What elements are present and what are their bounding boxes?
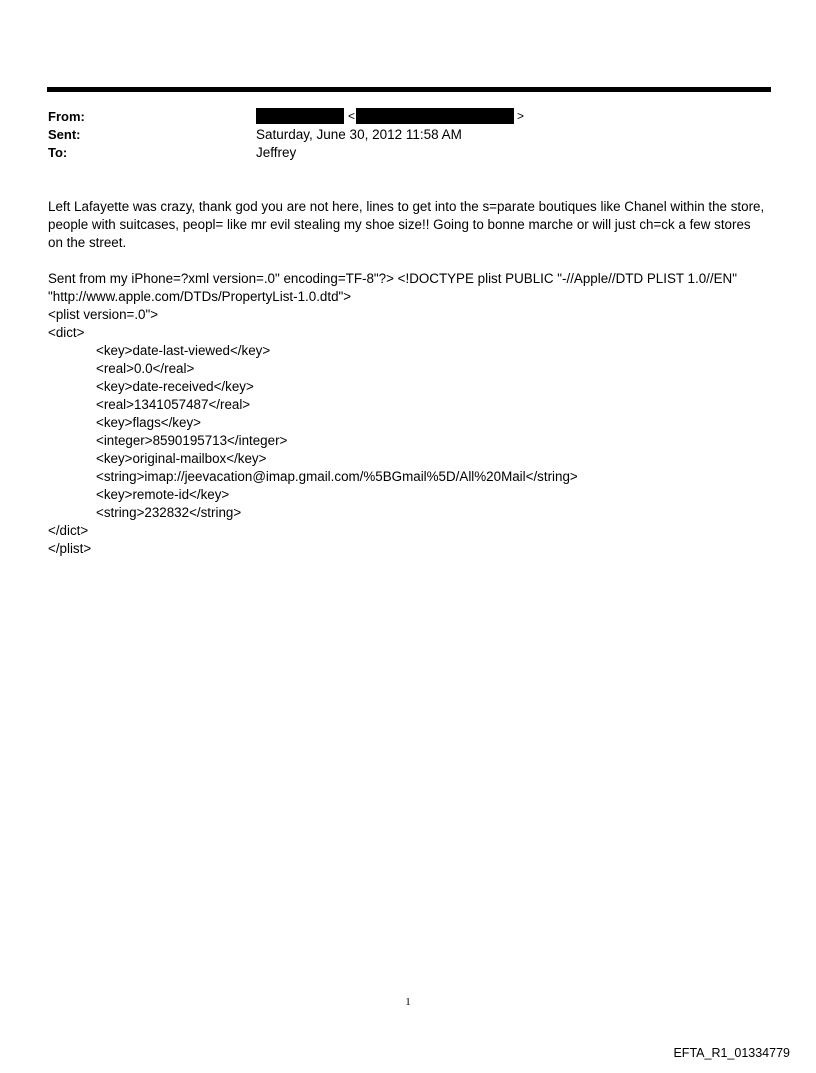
message-paragraph: Left Lafayette was crazy, thank god you are not here, lines to get into the s=parate boutiques like Chanel within the store, people with suitcases, peopl= like mr evil stealing my shoe size!! Going to bonne marche or will just ch=ck a few stores on the street. <box>48 199 765 250</box>
dict-close-line: </dict> <box>48 523 89 538</box>
sent-value: Saturday, June 30, 2012 11:58 AM <box>256 127 462 142</box>
to-value: Jeffrey <box>256 145 297 160</box>
redacted-sender-name <box>256 108 344 124</box>
sent-from-line: Sent from my iPhone=?xml version=.0" encoding=TF-8"?> <!DOCTYPE plist PUBLIC "-//Apple//DTD PLIST 1.0//EN" <box>48 271 737 286</box>
redacted-sender-email <box>356 108 514 124</box>
page-number: 1 <box>405 996 411 1008</box>
dict-line: <string>imap://jeevacation@imap.gmail.com/%5BGmail%5D/All%20Mail</string> <box>96 469 578 484</box>
dict-line: <key>flags</key> <box>96 415 201 430</box>
dict-line: <key>original-mailbox</key> <box>96 451 267 466</box>
sent-label: Sent: <box>48 127 81 142</box>
plist-close-line: </plist> <box>48 541 92 556</box>
dict-line: <key>date-received</key> <box>96 379 254 394</box>
dict-line: <real>1341057487</real> <box>96 397 251 412</box>
dict-line: <string>232832</string> <box>96 505 242 520</box>
document-id: EFTA_R1_01334779 <box>673 1046 790 1060</box>
to-label: To: <box>48 145 68 160</box>
from-label: From: <box>48 109 85 124</box>
dict-line: <key>date-last-viewed</key> <box>96 343 271 358</box>
dict-line: <real>0.0</real> <box>96 361 195 376</box>
from-open-bracket: < <box>348 109 356 123</box>
dict-line: <key>remote-id</key> <box>96 487 230 502</box>
dtd-url-line: "http://www.apple.com/DTDs/PropertyList-1.0.dtd"> <box>48 289 352 304</box>
dict-open-line: <dict> <box>48 325 85 340</box>
from-close-bracket: > <box>517 109 525 123</box>
plist-open-line: <plist version=.0"> <box>48 307 159 322</box>
top-rule <box>47 87 771 92</box>
dict-line: <integer>8590195713</integer> <box>96 433 288 448</box>
